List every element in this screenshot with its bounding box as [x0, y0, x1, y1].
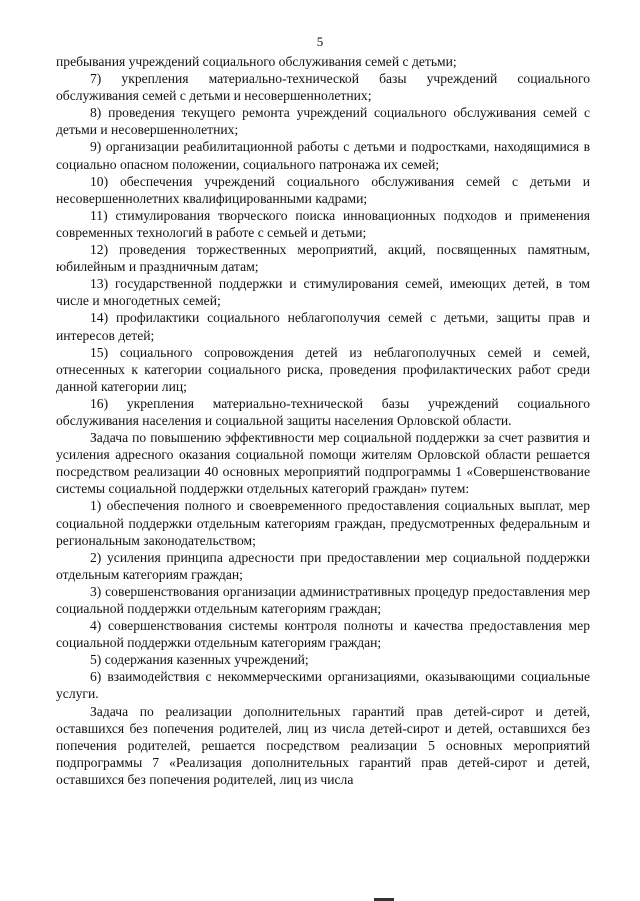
- paragraph: 9) организации реабилитационной работы с детьми и подростками, находящимися в социально опасном положении, социального патронажа их семей;: [56, 139, 590, 172]
- paragraph: пребывания учреждений социального обслуживания семей с детьми;: [56, 54, 457, 69]
- page-number: 5: [316, 34, 324, 49]
- paragraph: 4) совершенствования системы контроля полноты и качества предоставления мер социальной поддержки отдельным категориям граждан;: [56, 618, 590, 651]
- paragraph: 15) социального сопровождения детей из неблагополучных семей и семей, отнесенных к категории социального риска, проведения профилактических работ среди данной категории лиц;: [56, 344, 590, 394]
- paragraph: Задача по повышению эффективности мер социальной поддержки за счет развития и усиления адресного оказания социальной помощи жителям Орловской области решается посредством реализации 40 основных мероприятий подпрограммы 1 «Совершенствование системы социальной поддержки отдельных категорий граждан» путем:: [56, 430, 590, 497]
- paragraph: 5) содержания казенных учреждений;: [90, 652, 309, 668]
- document-body: [56, 53, 590, 788]
- paragraph: 8) проведения текущего ремонта учреждений социального обслуживания семей с детьми и несовершеннолетних;: [56, 105, 590, 138]
- paragraph: 7) укрепления материально-технической базы учреждений социального обслуживания семей с детьми и несовершеннолетних;: [56, 71, 590, 104]
- paragraph: 16) укрепления материально-технической базы учреждений социального обслуживания населения и социальной защиты населения Орловской области.: [56, 395, 590, 428]
- paragraph: 10) обеспечения учреждений социального обслуживания семей с детьми и несовершеннолетних квалифицированными кадрами;: [56, 173, 590, 206]
- paragraph: 3) совершенствования организации административных процедур предоставления мер социальной поддержки отдельным категориям граждан;: [56, 583, 590, 616]
- paragraph: 1) обеспечения полного и своевременного предоставления социальных выплат, мер социальной поддержки отдельным категориям граждан, предусмотренных федеральным и региональным законодательством;: [56, 498, 590, 548]
- paragraph: 13) государственной поддержки и стимулирования семей, имеющих детей, в том числе и многодетных семей;: [56, 276, 590, 309]
- paragraph: 6) взаимодействия с некоммерческими организациями, оказывающими социальные услуги.: [56, 669, 590, 702]
- paragraph: 2) усиления принципа адресности при предоставлении мер социальной поддержки отдельным категориям граждан;: [56, 549, 590, 582]
- paragraph: 11) стимулирования творческого поиска инновационных подходов и применения современных технологий в работе с семьей и детьми;: [56, 207, 590, 240]
- paragraph: 14) профилактики социального неблагополучия семей с детьми, защиты прав и интересов детей;: [56, 310, 590, 343]
- paragraph: 12) проведения торжественных мероприятий, акций, посвященных памятным, юбилейным и праздничным датам;: [56, 242, 590, 275]
- paragraph: Задача по реализации дополнительных гарантий прав детей-сирот и детей, оставшихся без попечения родителей, лиц из числа детей-сирот и детей, оставшихся без попечения родителей, решается посредством реализации 5 основных мероприятий подпрограммы 7 «Реализация дополнительных гарантий прав детей-сирот и детей, оставшихся без попечения родителей, лиц из числа: [56, 703, 590, 787]
